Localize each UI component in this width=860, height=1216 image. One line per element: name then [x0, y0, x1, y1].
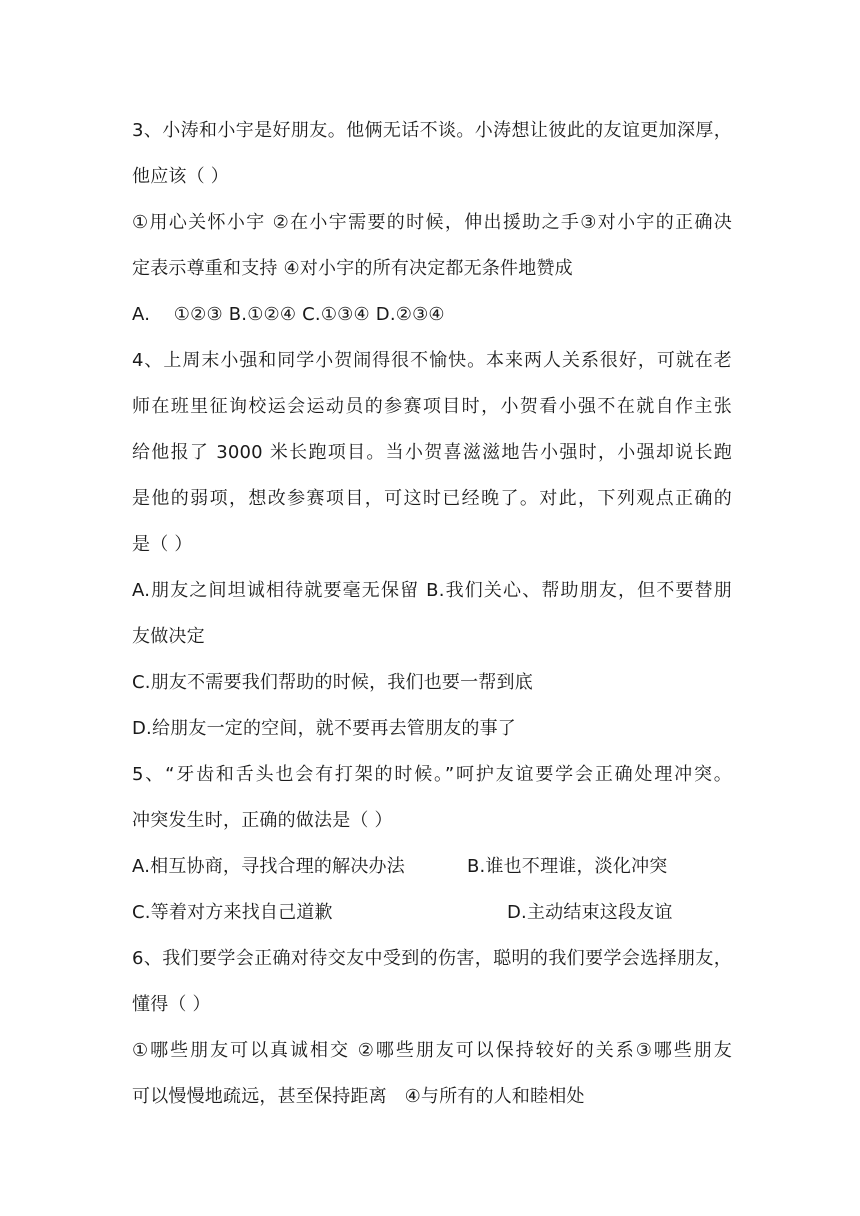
q6-choices-line-2: 可以慢慢地疏远，甚至保持距离 ④与所有的人和睦相处	[132, 1086, 585, 1107]
document-page	[132, 108, 732, 1120]
q4-stem-line-4: 是他的弱项，想改参赛项目，可这时已经晚了。对此，下列观点正确的	[132, 488, 732, 509]
q5-stem-line-2: 冲突发生时，正确的做法是（ ）	[132, 810, 393, 831]
question-3	[132, 108, 732, 338]
q5-stem-line-1: 5、“牙齿和舌头也会有打架的时候。”呵护友谊要学会正确处理冲突。	[132, 764, 732, 785]
q4-stem-line-2: 师在班里征询校运会运动员的参赛项目时，小贺看小强不在就自作主张	[132, 396, 732, 417]
q5-option-a: A.相互协商，寻找合理的解决办法	[132, 856, 405, 877]
q3-stem-line-2: 他应该（ ）	[132, 166, 229, 187]
q3-options: A. ①②③ B.①②④ C.①③④ D.②③④	[132, 304, 445, 325]
question-5	[132, 752, 732, 936]
q4-option-d: D.给朋友一定的空间，就不要再去管朋友的事了	[132, 718, 516, 739]
q5-options-row-1	[132, 844, 732, 890]
q3-stem-line-1: 3、小涛和小宇是好朋友。他俩无话不谈。小涛想让彼此的友谊更加深厚，	[132, 120, 732, 141]
q4-stem-line-5: 是（ ）	[132, 534, 193, 555]
q5-option-d: D.主动结束这段友谊	[507, 902, 673, 923]
q5-option-c: C.等着对方来找自己道歉	[132, 902, 333, 923]
q6-choices-line-1: ①哪些朋友可以真诚相交 ②哪些朋友可以保持较好的关系③哪些朋友	[132, 1040, 732, 1061]
q4-stem-line-1: 4、上周末小强和同学小贺闹得很不愉快。本来两人关系很好，可就在老	[132, 350, 732, 371]
q4-option-a-b-line-1: A.朋友之间坦诚相待就要毫无保留 B.我们关心、帮助朋友，但不要替朋	[132, 580, 732, 601]
question-6	[132, 936, 732, 1120]
q3-choices-line-2: 定表示尊重和支持 ④对小宇的所有决定都无条件地赞成	[132, 258, 573, 279]
q5-options-row-2	[132, 890, 732, 936]
q4-stem-line-3: 给他报了 3000 米长跑项目。当小贺喜滋滋地告小强时，小强却说长跑	[132, 442, 732, 463]
q6-stem-line-2: 懂得（ ）	[132, 994, 211, 1015]
question-4	[132, 338, 732, 752]
q6-stem-line-1: 6、我们要学会正确对待交友中受到的伤害，聪明的我们要学会选择朋友，	[132, 948, 732, 969]
q3-choices-line-1: ①用心关怀小宇 ②在小宇需要的时候，伸出援助之手③对小宇的正确决	[132, 212, 732, 233]
q4-option-c: C.朋友不需要我们帮助的时候，我们也要一帮到底	[132, 672, 533, 693]
q5-option-b: B.谁也不理谁，淡化冲突	[467, 856, 668, 877]
q4-option-a-b-line-2: 友做决定	[132, 626, 205, 647]
